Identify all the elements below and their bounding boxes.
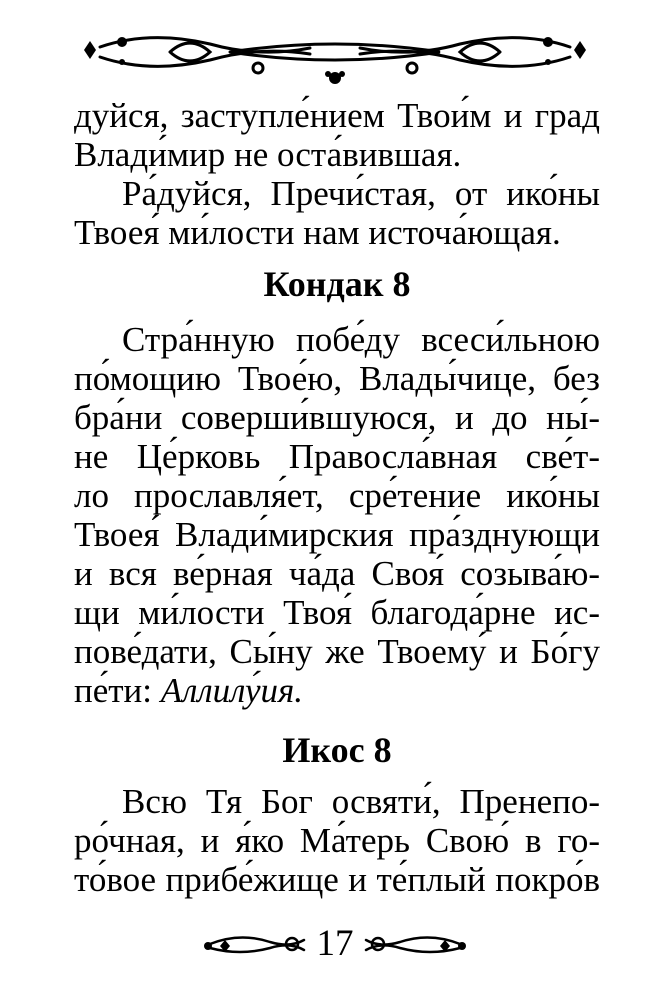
kondak-heading: Кондак 8 (263, 264, 411, 304)
text-line: Ра́дуйся, Пречи́стая, от ико́ны (122, 174, 600, 213)
top-ornament (70, 22, 600, 88)
text-line: и вся ве́рная ча́да Своя́ созыва́ю- (74, 554, 600, 593)
alleluia-refrain: Аллилу́ия. (160, 671, 304, 710)
text-line: Твоея́ Влади́мирския пра́зднующи (74, 515, 600, 554)
text-line: ро́чная, и я́ко Ма́терь Свою́ в го- (74, 821, 600, 860)
text-line-last (74, 671, 600, 710)
page-number: 17 (316, 923, 354, 964)
text-line: дуйся, заступле́нием Твои́м и град (74, 96, 600, 135)
text-line: то́вое прибе́жище и те́плый покро́в (74, 860, 600, 899)
paragraph-raduysya (74, 174, 600, 252)
text-line: ло прославля́ет, сре́тение ико́ны (74, 476, 600, 515)
ikos-text (74, 782, 600, 899)
text-line: Стра́нную побе́ду всеси́льною (122, 320, 600, 359)
text-line: Влади́мир не оста́вившая. (74, 135, 462, 174)
text-line: Твоея́ ми́лости нам источа́ющая. (74, 213, 561, 252)
text-line: щи ми́лости Твоя́ благода́рне ис- (74, 593, 600, 632)
text-line: по́мощию Твое́ю, Влады́чице, без (74, 359, 600, 398)
paragraph-continuation (74, 96, 600, 174)
kondak-text (74, 320, 600, 710)
ikos-heading: Икос 8 (282, 730, 392, 770)
text-line: не Це́рковь Правосла́вная све́т- (74, 437, 600, 476)
text-fragment: пе́ти: (74, 671, 161, 710)
text-line: Всю Тя Бог освяти́, Пренепо- (122, 782, 600, 821)
text-line: пове́дати, Сы́ну же Твоему́ и Бо́гу (74, 632, 600, 671)
text-line: бра́ни соверши́вшуюся, и до ны́- (74, 398, 600, 437)
